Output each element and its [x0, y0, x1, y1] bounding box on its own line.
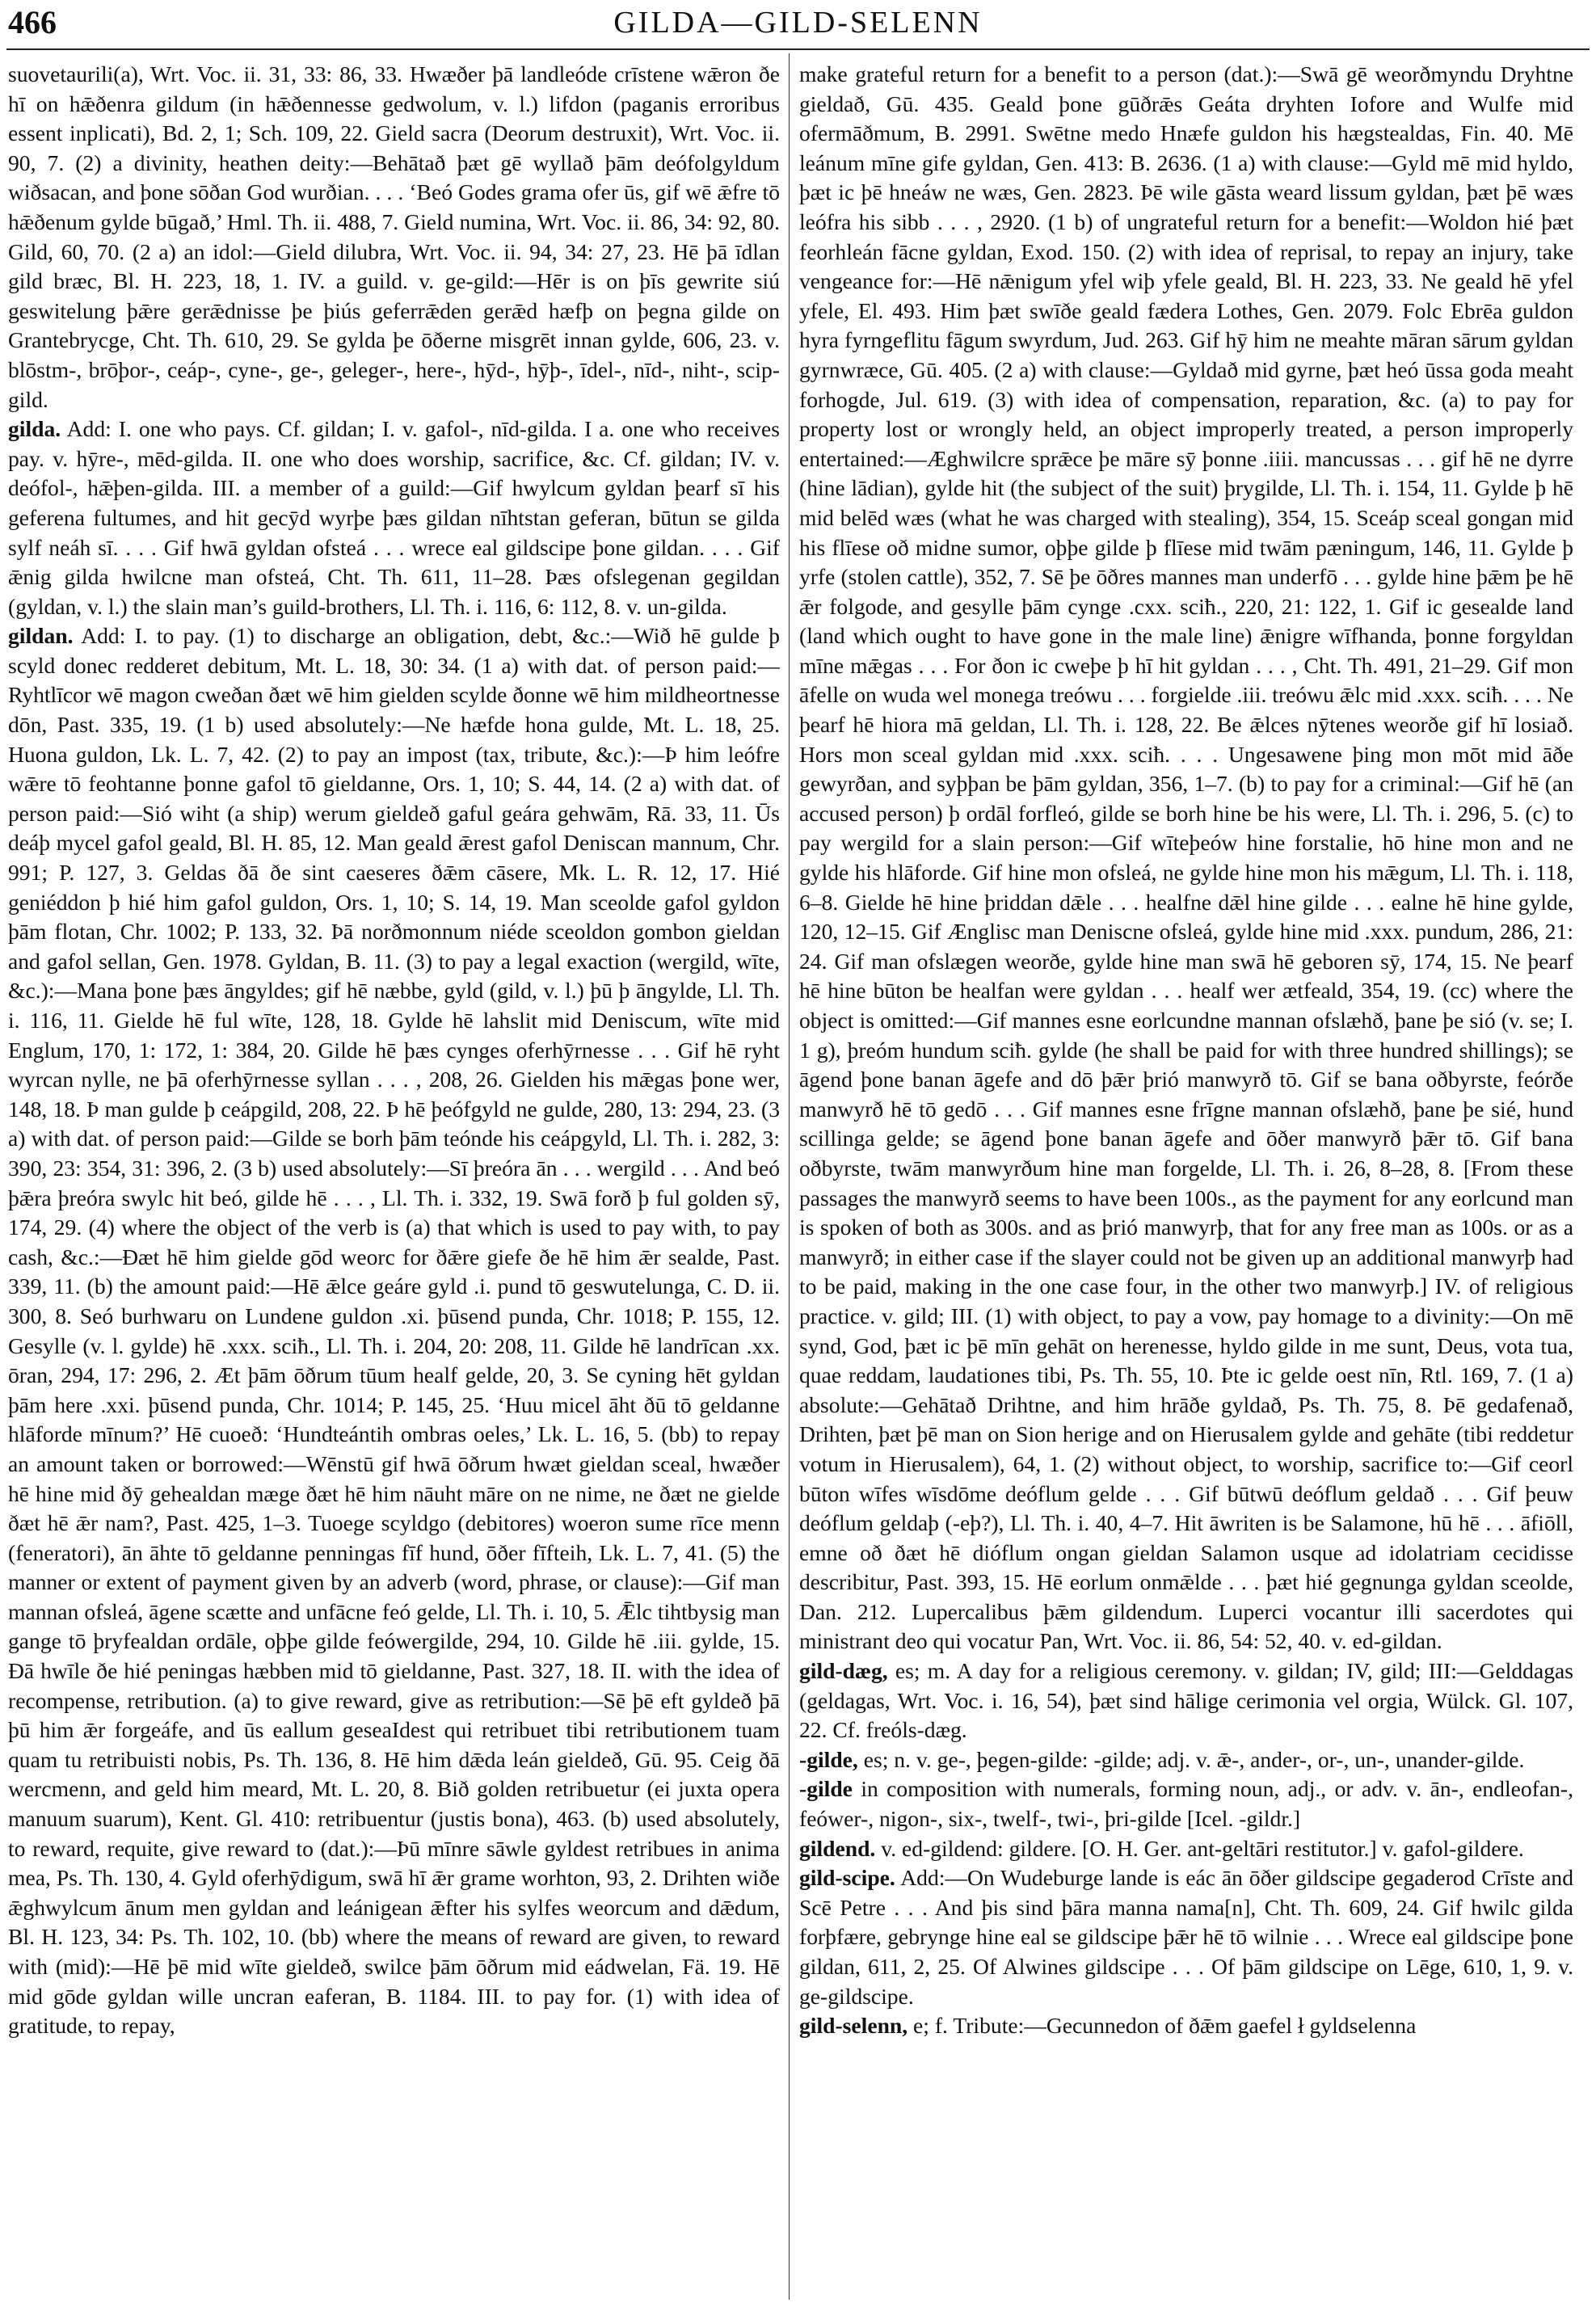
entry-gilda: gilda. Add: I. one who pays. Cf. gildan; I. v. gafol-, nīd-gilda. I a. one who receives pay. v. hȳre-, mēd-gilda. II. one who does worship, sacrifice, &c. Cf. gildan; IV. v. deófol-, hǣþen-gilda. III. a member of a guild:—Gif hwylcum gyldan þearf sī his geferena fultumes, and hit gecȳd wyrþe þæs gildan nīhtstan geferan, būtun se gilda sylf neáh sī. . . . Gif hwā gyldan ofsteá . . . wrece eal gildscipe þone gildan. . . . Gif ǣnig gilda hwilcne man ofsteá, Cht. Th. 611, 11–28. Þæs ofslegenan gegildan (gyldan, v. l.) the slain man’s guild-brothers, Ll. Th. i. 116, 6: 112, 8. v. un-gilda.	[8, 416, 780, 619]
entry-gilde-suffix: -gilde, es; n. v. ge-, þegen-gilde: -gilde; adj. v. ǣ-, ander-, or-, un-, unander-gilde.	[799, 1746, 1525, 1772]
headword: -gilde,	[799, 1746, 858, 1772]
entry-gildend: gildend. v. ed-gildend: gildere. [O. H. Ger. ant-geltāri restitutor.] v. gafol-gildere.	[799, 1835, 1524, 1861]
running-title: GILDA—GILD-SELENN	[613, 6, 983, 40]
right-column	[799, 60, 1573, 2296]
page-number: 466	[8, 4, 57, 40]
headword: gild-dæg,	[799, 1658, 888, 1684]
entry-gild-scipe: gild-scipe. Add:—On Wudeburge lande is eác ān ōðer gildscipe gegaderod Crīste and Scē Petre . . . And þis sind þāra manna nama[n], Cht. Th. 609, 24. Gif hwilc gilda forþfære, gebrynge hine eal se gildscipe þǣr hē tō wilnie . . . Wrece eal gildscipe þone gildan, 611, 2, 25. Of Alwines gildscipe . . . Of þām gildscipe on Lēge, 610, 1, 9. v. ge-gildscipe.	[799, 1865, 1573, 2009]
headword: -gilde	[799, 1776, 853, 1802]
entry-gild-daeg: gild-dæg, es; m. A day for a religious ceremony. v. gildan; IV, gild; III:—Gelddagas (geldagas, Wrt. Voc. i. 16, 54), þæt sind hālige cerimonia vel orgia, Wülck. Gl. 107, 22. Cf. freóls-dæg.	[799, 1658, 1573, 1743]
entry-gildan-continued: make grateful return for a benefit to a person (dat.):—Swā gē weorðmyndu Dryhtne gieldað, Gū. 435. Geald þone gūðrǣs Geáta dryhten Iofore and Wulfe mid ofermāðmum, B. 2991. Swētne medo Hnæfe guldon his hægstealdas, Fin. 40. Mē leánum mīne gife gyldan, Gen. 413: B. 2636. (1 a) with clause:—Gyld mē mid hyldo, þæt ic þē hneáw ne wæs, Gen. 2823. Þē wile gāsta weard lissum gyldan, þæt þē wæs leófra his sibb . . . , 2920. (1 b) of ungrateful return for a benefit:—Woldon hié þæt feorhleán fācne gyldan, Exod. 150. (2) with idea of reprisal, to repay an injury, take vengeance for:—Hē nǣnigum yfel wiþ yfele geald, Bl. H. 223, 33. Ne geald hē yfel yfele, El. 493. Him þæt swīðe geald fædera Lothes, Gen. 2079. Folc Ebrēa guldon hyra fyrngeflitu fāgum swyrdum, Jud. 263. Gif hȳ him ne meahte māran sārum gyldan gyrnwræce, Gū. 405. (2 a) with clause:—Gyldað mid gyrne, þæt heó ūssa goda meaht forhogde, Jul. 619. (3) with idea of compensation, reparation, &c. (a) to pay for property lost or wrongly held, an object improperly treated, a person improperly entertained:—Æghwilcre sprǣce þe māre sȳ þonne .iiii. mancussas . . . gif hē ne dyrre (hine lādian), gylde hit (the subject of the suit) þrygilde, Ll. Th. i. 154, 11. Gylde þ hē mid belēd wæs (what he was charged with stealing), 354, 15. Sceáp sceal gongan mid his flīese oð midne sumor, oþþe gilde þ flīese mid twām pæningum, 146, 11. Gylde þ yrfe (stolen cattle), 352, 7. Sē þe ōðres mannes man underfō . . . gylde hine þǣm þe hē ǣr folgode, and gesylle þām cynge .cxx. sciħ., 220, 21: 122, 1. Gif ic gesealde land (land which ought to have gone in the male line) ǣnigre wīfhanda, þonne forgyldan mīne mǣgas . . . For ðon ic cweþe þ hī hit gyldan . . . , Cht. Th. 491, 21–29. Gif mon āfelle on wuda wel monega treówu . . . forgielde .iii. treówu ǣlc mid .xxx. sciħ. . . . Ne þearf hē hiora mā geldan, Ll. Th. i. 128, 22. Be ǣlces nȳtenes weorðe gif hī losiað. Hors mon sceal gyldan mid .xxx. sciħ. . . . Ungesawene þing mon mōt mid āðe gewyrðan, and syþþan be þām gyldan, 356, 1–7. (b) to pay for a criminal:—Gif hē (an accused person) þ ordāl forfleó, gilde se borh hine be his were, Ll. Th. i. 296, 5. (c) to pay wergild for a slain person:—Gif wīteþeów hine forstalie, hō hine mon and ne gylde his hlāforde. Gif hine mon ofsleá, ne gylde hine mon his mǣgum, Ll. Th. i. 118, 6–8. Gielde hē hine þriddan dǣle . . . healfne dǣl hine gilde . . . ealne hē hine gylde, 120, 12–15. Gif Ænglisc man Deniscne ofsleá, gylde hine mid .xxx. pundum, 286, 21: 24. Gif man ofslægen weorðe, gylde hine man swā hē geboren sȳ, 174, 15. Ne þearf hē hine būton be healfan were gyldan . . . healf wer ætfeald, 354, 19. (cc) where the object is omitted:—Gif mannes esne eorlcundne mannan ofslæhð, þane þe sió (v. se; I. 1 g), þreóm hundum sciħ. gylde (he shall be paid for with three hundred shillings); se āgend þone banan āgefe and dō þǣr þrió manwyrð tō. Gif se bana oðbyrste, feórðe manwyrð hē tō gedō . . . Gif mannes esne frīgne mannan ofslæhð, þane þe sié, hund scillinga gelde; se āgend þone banan āgefe and ōðer manwyrð þǣr tō. Gif bana oðbyrste, twām manwyrðum hine man forgelde, Ll. Th. i. 26, 8–28, 8. [From these passages the manwyrð seems to have been 100s., as the payment for any eorlcund man is spoken of both as 300s. and as þrió manwyrþ, that for any free man as 100s. or as a manwyrð; in either case if the slayer could not be given up an additional manwyrþ had to be paid, making in the one case four, in the other two manwyrþ.] IV. of religious practice. v. gild; III. (1) with object, to pay a vow, pay homage to a divinity:—On mē synd, God, þæt ic þē mīn gehāt on herenesse, hyldo gilde in me sunt, Deus, vota tua, quae reddam, laudationes tibi, Ps. Th. 55, 10. Þte ic gelde oest nīn, Rtl. 169, 7. (1 a) absolute:—Gehātað Drihtne, and him hrāðe gyldað, Ps. Th. 75, 8. Þē gedafenað, Drihten, þæt þē man on Sion herige and on Hierusalem gylde and gehāte (tibi reddetur votum in Hierusalem), 64, 1. (2) without object, to worship, sacrifice to:—Gif ceorl būton wīfes wīsdōme deóflum gelde . . . Gif būtwū deóflum geldað . . . Gif þeuw deóflum geldaþ (-eþ?), Ll. Th. i. 40, 4–7. Hit āwriten is be Salamone, hū hē . . . āfiōll, emne oð ðæt hē dióflum ongan gieldan Salamon usque ad idolatriam cecidisse describitur, Past. 393, 15. Hē eorlum onmǣlde . . . þæt hié gegnunga gyldan sceolde, Dan. 212. Lupercalibus þǣm gildendum. Luperci vocantur illi sacerdotes qui ministrant deo qui vocatur Pan, Wrt. Voc. ii. 86, 54: 52, 40. v. ed-gildan.	[799, 61, 1573, 1654]
header-rule	[6, 48, 1590, 50]
entry-gildan: gildan. Add: I. to pay. (1) to discharge an obligation, debt, &c.:—Wið hē gulde þ scyld donec redderet debitum, Mt. L. 18, 30: 34. (1 a) with dat. of person paid:—Ryhtlīcor wē magon cweðan ðæt wē him gielden scylde ðonne wē him mildheortnesse dōn, Past. 335, 19. (1 b) used absolutely:—Ne hæfde hona gulde, Mt. L. 18, 25. Huona guldon, Lk. L. 7, 42. (2) to pay an impost (tax, tribute, &c.):—Þ him leófre wǣre tō feohtanne þonne gafol tō gieldanne, Ors. 1, 10; S. 44, 14. (2 a) with dat. of person paid:—Sió wiht (a ship) werum gieldeð gaful geára gehwām, Rā. 33, 11. Ūs deáþ mycel gafol geald, Bl. H. 85, 12. Man geald ǣrest gafol Deniscan mannum, Chr. 991; P. 127, 3. Geldas ðā ðe sint caeseres ðǣm cāsere, Mk. L. R. 12, 17. Hié geniéddon þ hié him gafol guldon, Ors. 1, 10; S. 14, 19. Man sceolde gafol gyldon þām flotan, Chr. 1002; P. 133, 32. Þā norðmonnum niéde sceoldon gombon gieldan and gafol sellan, Gen. 1978. Gyldan, B. 11. (3) to pay a legal exaction (wergild, wīte, &c.):—Mana þone þæs āngyldes; gif hē næbbe, gyld (gild, v. l.) þū þ āngylde, Ll. Th. i. 116, 11. Gielde hē ful wīte, 128, 18. Gylde hē lahslit mid Deniscum, wīte mid Englum, 170, 1: 172, 1: 384, 20. Gilde hē þæs cynges oferhȳrnesse . . . Gif hē ryht wyrcan nylle, ne þā oferhȳrnesse syllan . . . , 208, 26. Gielden his mǣgas þone wer, 148, 18. Þ man gulde þ ceápgild, 208, 22. Þ hē þeófgyld ne gulde, 280, 13: 294, 23. (3 a) with dat. of person paid:—Gilde se borh þām teónde his ceápgyld, Ll. Th. i. 282, 3: 390, 23: 354, 31: 396, 2. (3 b) used absolutely:—Sī þreóra ān . . . wergild . . . And beó þǣra þreóra swylc hit beó, gilde hē . . . , Ll. Th. i. 332, 19. Swā forð þ ful golden sȳ, 174, 29. (4) where the object of the verb is (a) that which is used to pay with, to pay cash, &c.:—Ðæt hē him gielde gōd weorc for ðǣre giefe ðe hē him ǣr sealde, Past. 339, 11. (b) the amount paid:—Hē ǣlce geáre gyld .i. pund tō geswutelunga, C. D. ii. 300, 8. Seó burhwaru on Lundene guldon .xi. þūsend punda, Chr. 1018; P. 155, 12. Gesylle (v. l. gylde) hē .xxx. sciħ., Ll. Th. i. 204, 20: 208, 11. Gilde hē landrīcan .xx. ōran, 294, 17: 296, 2. Æt þām ōðrum tūum healf gelde, 20, 3. Se cyning hēt gyldan þām here .xxi. þūsend punda, Chr. 1014; P. 145, 25. ‘Huu micel āht ðū tō geldanne hlāforde mīnum?’ Hē cuoeð: ‘Hundteántih ombras oeles,’ Lk. L. 16, 5. (bb) to repay an amount taken or borrowed:—Wēnstū gif hwā ōðrum hwæt gieldan sceal, hwæðer hē hine mid ðȳ gehealdan mæge ðæt hē him nāuht māre on ne nime, ne ðæt ne gielde ðæt hē ǣr nam?, Past. 425, 1–3. Tuoege scyldgo (debitores) woeron sume rīce menn (feneratori), ān āhte tō geldanne penningas fīf hund, ōðer fīfteih, Lk. L. 7, 41. (5) the manner or extent of payment given by an adverb (word, phrase, or clause):—Gif man mannan ofsleá, āgene scætte and unfācne feó gelde, Ll. Th. i. 10, 5. Ǣlc tihtbysig man gange tō þryfealdan ordāle, oþþe gilde feówergilde, 294, 10. Gilde hē .iii. gylde, 15. Ðā hwīle ðe hié peningas hæbben mid tō gieldanne, Past. 327, 18. II. with the idea of recompense, retribution. (a) to give reward, give as retribution:—Sē þē eft gyldeð þā þū him ǣr forgeáfe, and ūs eallum geseaIdest qui retribuet tibi retributionem tuam quam tu retribuisti nobis, Ps. Th. 136, 8. Hē him dǣda leán gieldeð, Gū. 95. Ceig ðā wercmenn, and geld him meard, Mt. L. 20, 8. Bið golden retribuetur (ei juxta opera manuum suarum), Kent. Gl. 410: retribuentur (justis bona), 463. (b) used absolutely, to reward, requite, give reward to (dat.):—Þū mīnre sāwle gyldest retribues in anima mea, Ps. Th. 130, 4. Gyld oferhȳdigum, swā hī ǣr grame worhton, 93, 2. Drihten wiðe ǣghwylcum ānum men gyldan and leánigean ǣfter his sylfes weorcum and dǣdum, Bl. H. 123, 34: Ps. Th. 102, 10. (bb) where the means of reward are given, to reward with (mid):—Hē þē mid wīte gieldeð, swilce þām ōðrum mid eádwelan, Fä. 19. Hē mid gōde gyldan wille uncran eaferan, B. 1184. III. to pay for. (1) with idea of gratitude, to repay,	[8, 623, 780, 2039]
headword: gild-scipe.	[799, 1865, 895, 1891]
headword: gilda.	[8, 416, 61, 442]
left-column	[8, 60, 780, 2296]
headword: gildan.	[8, 623, 74, 649]
column-divider	[789, 53, 790, 2300]
page-header	[0, 0, 1596, 53]
entry-gild-selenn: gild-selenn, e; f. Tribute:—Gecunnedon of ðǣm gaefel ł gyldselenna	[799, 2013, 1417, 2039]
headword: gild-selenn,	[799, 2013, 908, 2039]
entry-continuation: suovetaurili(a), Wrt. Voc. ii. 31, 33: 86, 33. Hwæðer þā landleóde crīstene wǣron ðe hī on hǣðenra gildum (in hǣðennesse gedwolum, v. l.) lifdon (paganis erroribus essent inplicati), Bd. 2, 1; Sch. 109, 22. Gield sacra (Deorum destruxit), Wrt. Voc. ii. 90, 7. (2) a divinity, heathen deity:—Behātað þæt gē wyllað þām deófolgyldum wiðsacan, and þone sōðan God wurðian. . . . ‘Beó Godes grama ofer ūs, gif wē ǣfre tō hǣðenum gylde būgað,’ Hml. Th. ii. 488, 7. Gield numina, Wrt. Voc. ii. 86, 34: 92, 80. Gild, 60, 70. (2 a) an idol:—Gield dilubra, Wrt. Voc. ii. 94, 34: 27, 23. Hē þā īdlan gild bræc, Bl. H. 223, 18, 1. IV. a guild. v. ge-gild:—Hēr is on þīs gewrite siú geswitelung þǣre gerǣdnisse þe þiús geferrǣden gerǣd hæfþ on þegna gilde on Grantebrycge, Cht. Th. 610, 29. Se gylda þe ōðerne misgrēt innan gylde, 606, 23. v. blōstm-, brōþor-, ceáp-, cyne-, ge-, geleger-, here-, hȳd-, hȳþ-, īdel-, nīd-, niht-, scip-gild.	[8, 61, 780, 412]
entry-gilde-numerals: -gilde in composition with numerals, forming noun, adj., or adv. v. ān-, endleofan-, feówer-, nigon-, six-, twelf-, twi-, þri-gilde [Icel. -gildr.]	[799, 1776, 1573, 1832]
headword: gildend.	[799, 1835, 876, 1861]
